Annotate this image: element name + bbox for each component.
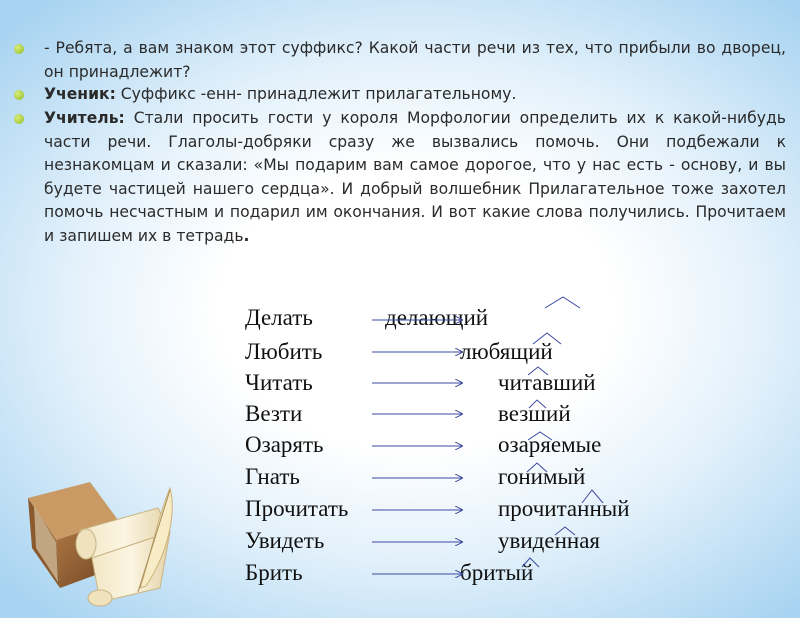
participle-word: бритый <box>460 560 534 585</box>
paragraph-text: Суффикс -енн- принадлежит прилагательному. <box>115 85 517 103</box>
verb-word: Озарять <box>245 432 324 457</box>
verb-word: Брить <box>245 560 303 585</box>
participle-word: любящий <box>460 339 553 364</box>
verb-word: Везти <box>245 401 303 426</box>
suffix-caret <box>528 432 552 440</box>
suffix-caret <box>527 463 547 472</box>
participle-word: читавший <box>498 370 596 395</box>
verb-word: Делать <box>245 305 313 330</box>
suffix-caret <box>582 490 603 503</box>
participle-word: увиденная <box>498 528 600 553</box>
book-scroll-quill-icon <box>20 470 195 610</box>
suffix-caret <box>522 558 539 567</box>
participle-word: гонимый <box>498 464 586 489</box>
suffix-caret <box>529 400 546 408</box>
verb-word: Гнать <box>245 464 300 489</box>
participle-word: везший <box>498 401 571 426</box>
paragraph-text: Стали просить гости у короля Морфологии определить их к какой-нибудь части речи. Глаголы-добряки сразу же вызвались помочь. Они подбежали к незнакомцам и сказали: «Мы подарим вам самое дорогое, что у нас есть - основу, и вы будете частицей нашего сердца». И добрый волшебник Прилагательное тоже захотел помочь несчастным и подарил им окончания. И вот какие слова получились. Прочитаем и запишем их в тетрадь <box>44 109 786 245</box>
paragraph-tail: . <box>243 226 250 245</box>
suffix-caret <box>545 297 580 308</box>
suffix-caret <box>533 333 561 344</box>
verb-word: Любить <box>245 339 323 364</box>
suffix-caret <box>555 527 575 535</box>
participle-word: прочитанный <box>498 496 630 521</box>
suffix-caret <box>528 367 548 375</box>
verb-word: Увидеть <box>245 528 325 553</box>
participle-word: озаряемые <box>498 432 602 457</box>
participle-word: делающий <box>385 305 489 330</box>
paragraph-text: - Ребята, а вам знаком этот суффикс? Какой части речи из тех, что прибыли во дворец, он принадлежит? <box>44 39 786 81</box>
verb-word: Читать <box>245 370 313 395</box>
paragraph-lead: Учитель: <box>44 109 125 127</box>
paragraph-lead: Ученик: <box>44 85 116 103</box>
verb-word: Прочитать <box>245 496 349 521</box>
